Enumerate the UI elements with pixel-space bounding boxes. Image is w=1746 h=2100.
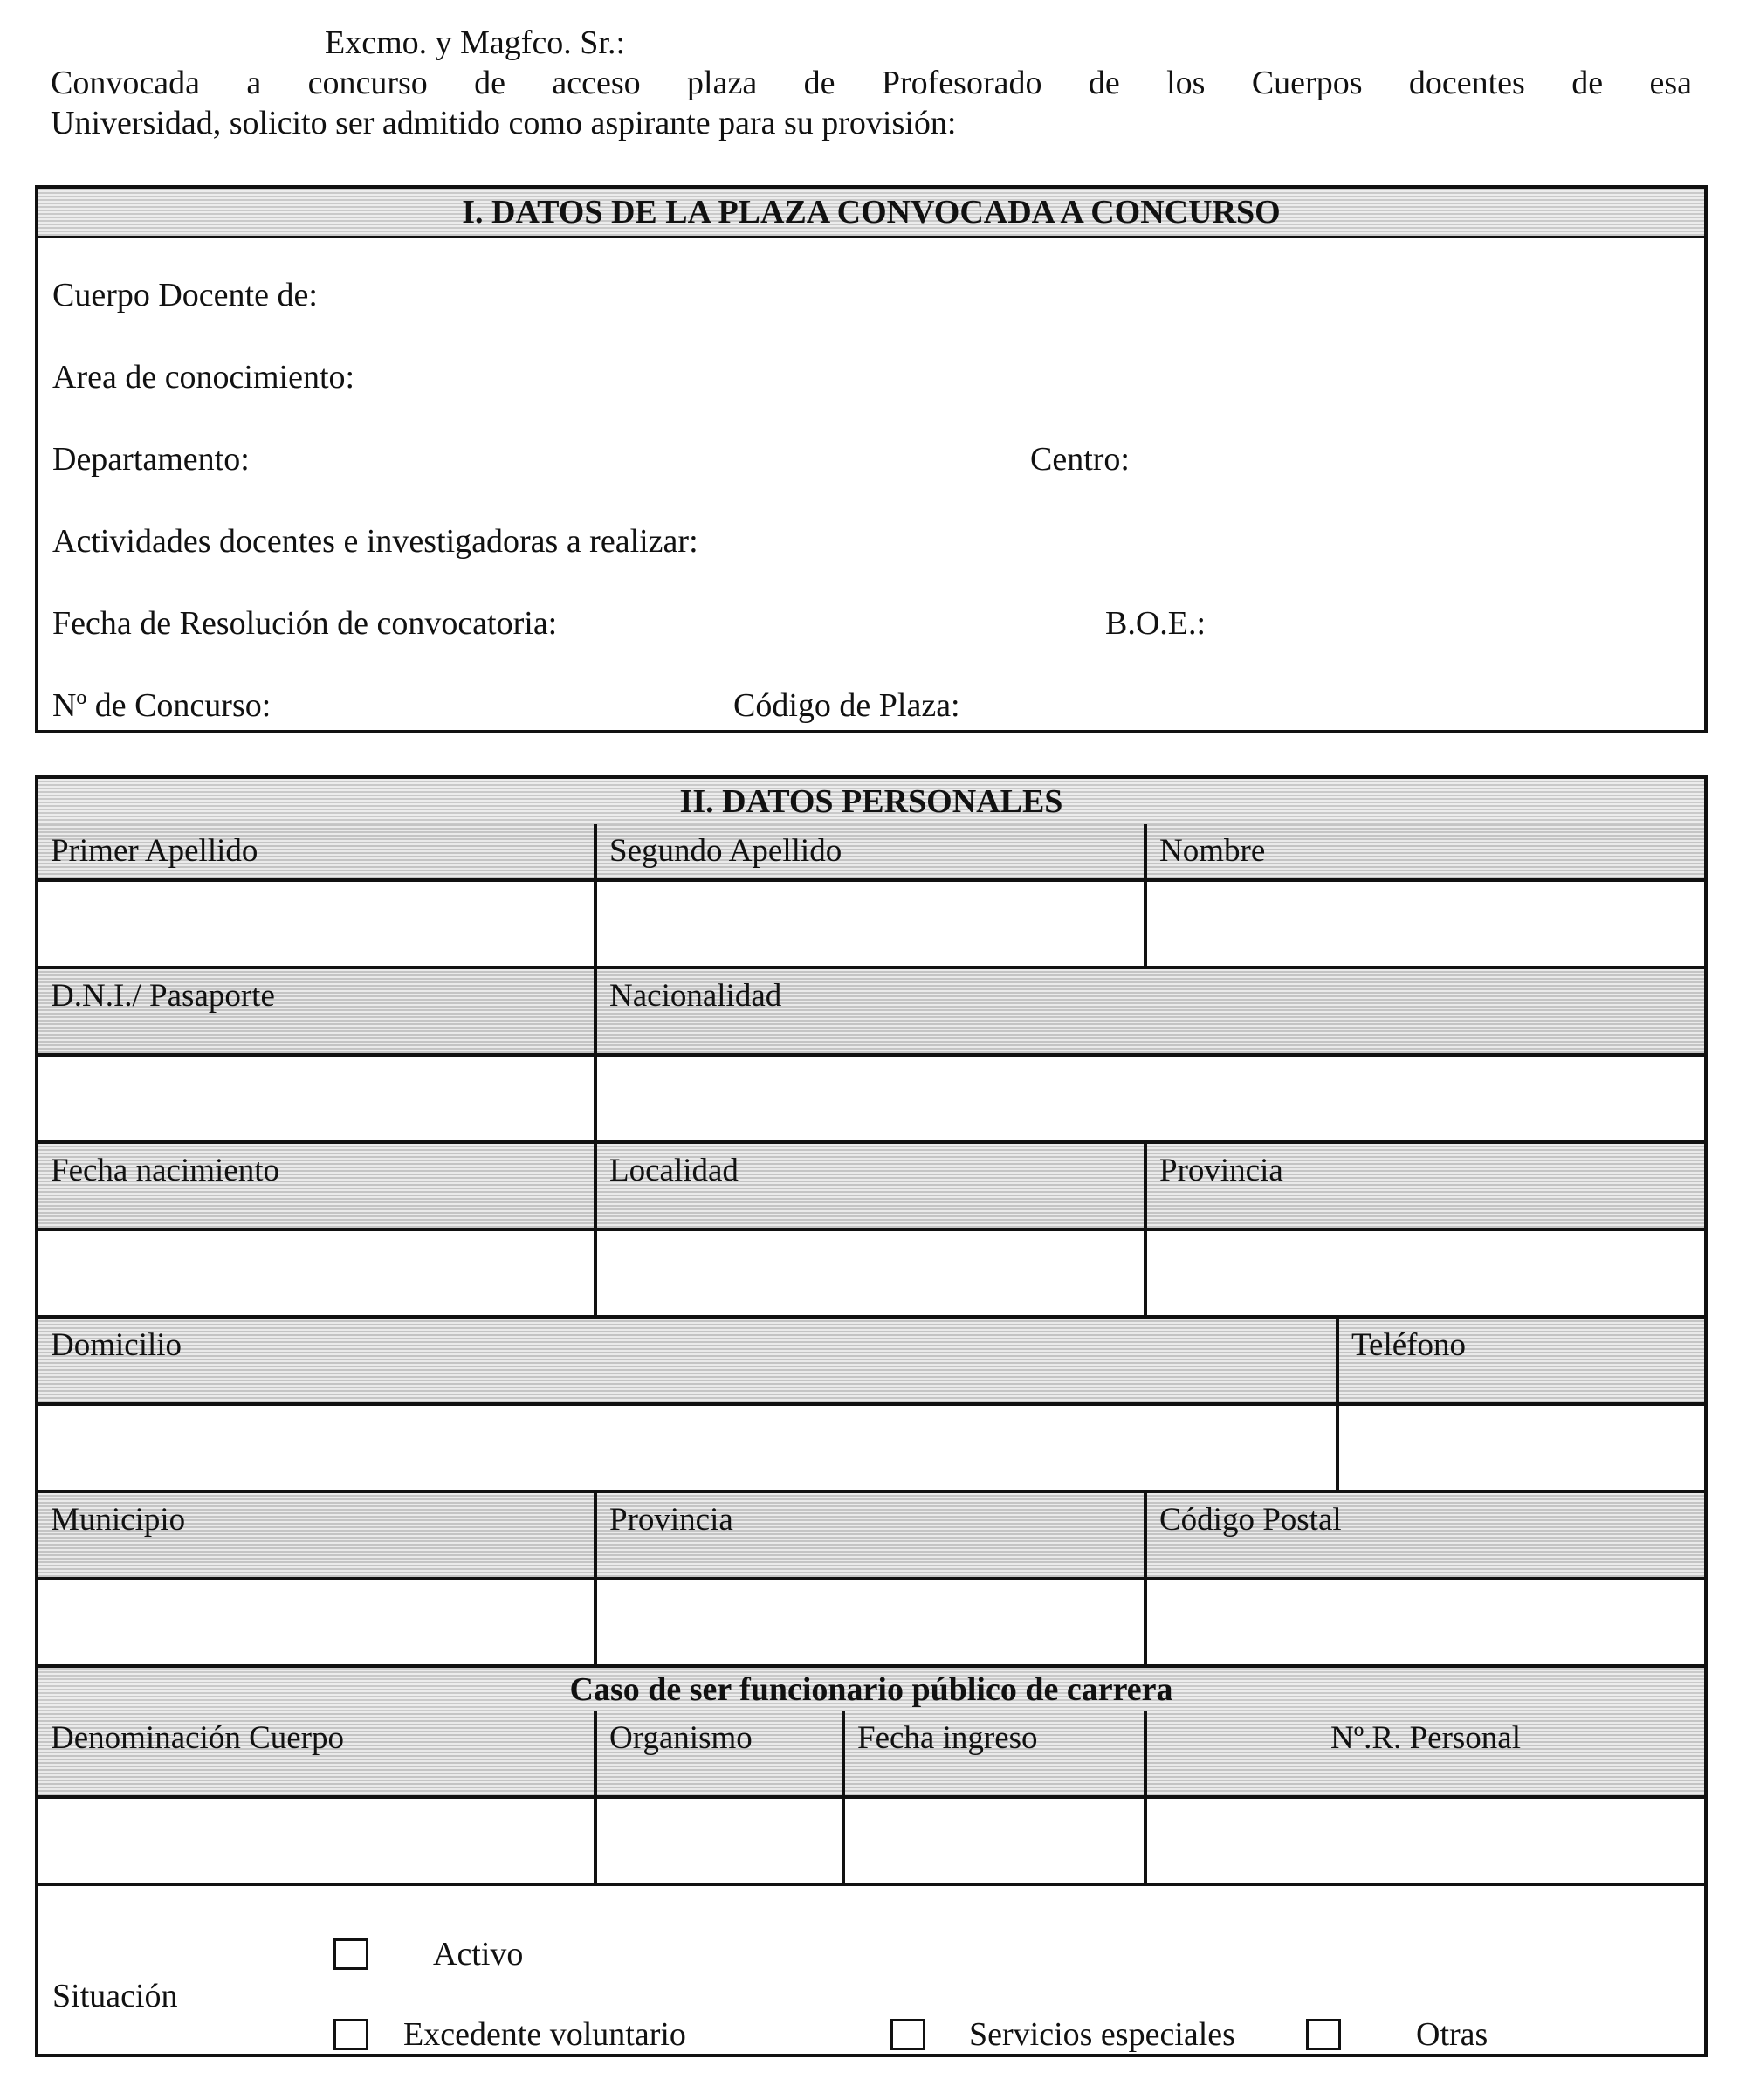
input-codigo-postal[interactable]	[1147, 1580, 1704, 1668]
label-nombre: Nombre	[1147, 824, 1704, 882]
input-denominacion-cuerpo[interactable]	[38, 1799, 597, 1886]
input-provincia-domicilio[interactable]	[597, 1580, 1147, 1668]
label-organismo: Organismo	[597, 1711, 845, 1799]
section-plaza-title: I. DATOS DE LA PLAZA CONVOCADA A CONCURSO	[38, 189, 1704, 238]
input-domicilio[interactable]	[38, 1406, 1339, 1493]
option-excedente-voluntario: Excedente voluntario	[403, 2016, 686, 2053]
label-provincia-domicilio: Provincia	[597, 1493, 1147, 1580]
input-segundo-apellido[interactable]	[597, 882, 1147, 969]
checkbox-servicios-especiales[interactable]	[890, 2019, 925, 2050]
label-localidad: Localidad	[597, 1144, 1147, 1231]
input-nacionalidad[interactable]	[597, 1057, 1704, 1144]
label-dni-pasaporte: D.N.I./ Pasaporte	[38, 969, 597, 1057]
input-fecha-ingreso[interactable]	[845, 1799, 1147, 1886]
input-telefono[interactable]	[1339, 1406, 1704, 1493]
input-nombre[interactable]	[1147, 882, 1704, 969]
funcionario-title: Caso de ser funcionario público de carrera	[38, 1668, 1704, 1711]
section-plaza	[35, 185, 1708, 733]
label-situacion: Situación	[52, 1978, 178, 2014]
label-domicilio: Domicilio	[38, 1319, 1339, 1406]
field-n-concurso[interactable]: Nº de Concurso:	[52, 687, 272, 724]
input-organismo[interactable]	[597, 1799, 845, 1886]
input-fecha-nacimiento[interactable]	[38, 1231, 597, 1319]
field-cuerpo-docente[interactable]: Cuerpo Docente de:	[52, 277, 318, 313]
section-personal-title: II. DATOS PERSONALES	[38, 779, 1704, 824]
label-codigo-postal: Código Postal	[1147, 1493, 1704, 1580]
label-telefono: Teléfono	[1339, 1319, 1704, 1406]
intro-line-2: Universidad, solicito ser admitido como aspirante para su provisión:	[51, 105, 957, 141]
field-departamento[interactable]: Departamento:	[52, 441, 250, 478]
intro-line-1: Convocada a concurso de acceso plaza de Profesorado de los Cuerpos docentes de esa	[51, 65, 1692, 101]
input-primer-apellido[interactable]	[38, 882, 597, 969]
label-nr-personal: Nº.R. Personal	[1147, 1711, 1704, 1799]
field-fecha-resolucion[interactable]: Fecha de Resolución de convocatoria:	[52, 605, 558, 642]
label-primer-apellido: Primer Apellido	[38, 824, 597, 882]
field-area-conocimiento[interactable]: Area de conocimiento:	[52, 359, 355, 396]
checkbox-otras[interactable]	[1306, 2019, 1341, 2050]
salutation: Excmo. y Magfco. Sr.:	[325, 24, 626, 61]
option-activo: Activo	[433, 1936, 524, 1973]
option-otras: Otras	[1416, 2016, 1488, 2053]
input-provincia-nacimiento[interactable]	[1147, 1231, 1704, 1319]
checkbox-activo[interactable]	[333, 1938, 368, 1970]
label-municipio: Municipio	[38, 1493, 597, 1580]
label-nacionalidad: Nacionalidad	[597, 969, 1704, 1057]
input-dni-pasaporte[interactable]	[38, 1057, 597, 1144]
label-denominacion-cuerpo: Denominación Cuerpo	[38, 1711, 597, 1799]
input-municipio[interactable]	[38, 1580, 597, 1668]
section-datos-personales	[35, 775, 1708, 2057]
label-fecha-ingreso: Fecha ingreso	[845, 1711, 1147, 1799]
label-provincia-nacimiento: Provincia	[1147, 1144, 1704, 1231]
label-segundo-apellido: Segundo Apellido	[597, 824, 1147, 882]
input-localidad[interactable]	[597, 1231, 1147, 1319]
field-codigo-plaza[interactable]: Código de Plaza:	[733, 687, 960, 724]
label-fecha-nacimiento: Fecha nacimiento	[38, 1144, 597, 1231]
field-boe[interactable]: B.O.E.:	[1105, 605, 1206, 642]
input-nr-personal[interactable]	[1147, 1799, 1704, 1886]
checkbox-excedente-voluntario[interactable]	[333, 2019, 368, 2050]
field-actividades[interactable]: Actividades docentes e investigadoras a realizar:	[52, 523, 698, 560]
field-centro[interactable]: Centro:	[1030, 441, 1130, 478]
option-servicios-especiales: Servicios especiales	[969, 2016, 1235, 2053]
